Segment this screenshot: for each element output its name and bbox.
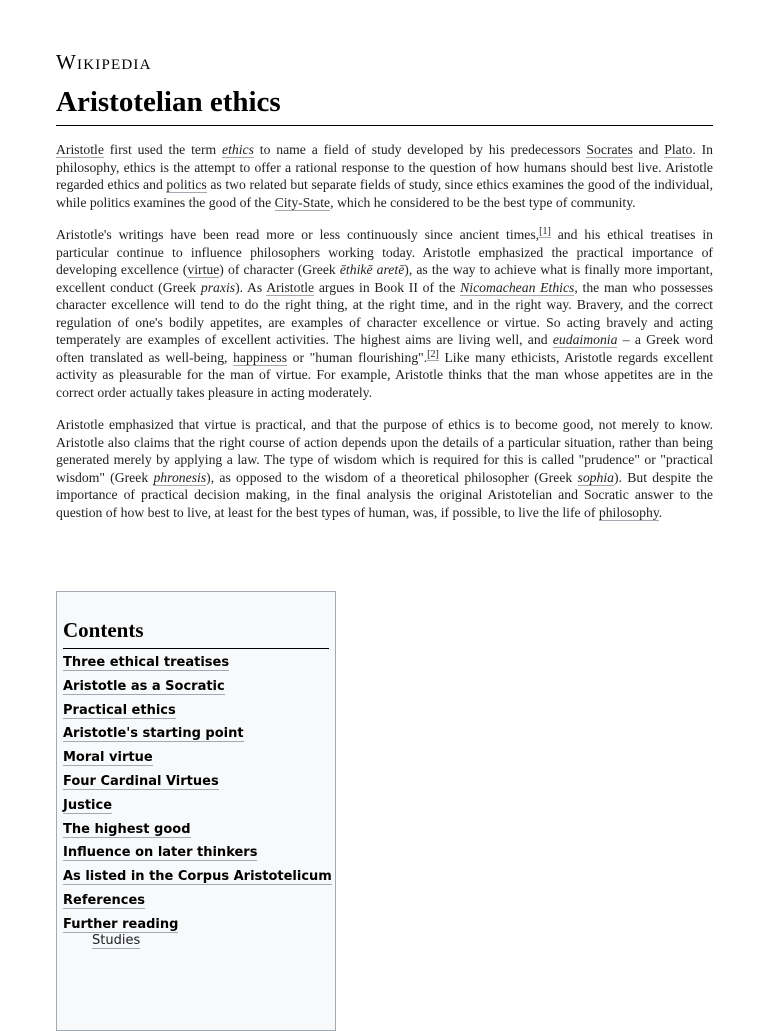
greek-term: ēthikē aretē: [339, 262, 405, 277]
toc-item[interactable]: [63, 821, 332, 845]
text: .: [658, 504, 663, 520]
text: – a Greek word often translated as well-being,: [56, 332, 713, 365]
text: ). But despite the importance of practical decision making, in the final analysis the original Aristotelian and Socratic answer to the question of how best to live, at least for the best types of human, was, if possible, to live the life of: [56, 469, 714, 520]
paragraph-3: [56, 416, 713, 521]
text: first used the term: [103, 142, 222, 157]
text: , the man who possesses character excellence will tend to do the right thing, at the right time, and in the right way. Bravery, and the correct regulation of one's bodily appetites, are examples of character excellence or virtue. So acting bravely and acting temperately are examples of excellent activities. The highest aims are living well, and: [56, 279, 713, 347]
toc-item[interactable]: [63, 702, 332, 726]
text: Aristotle emphasized that virtue is practical, and that the purpose of ethics is to become good, not merely to know. Aristotle also claims that the right course of action depends upon the details of a particular situation, rather than being generated merely by applying a law. The type of wisdom which is required for this is called "prudence" or "practical wisdom" (Greek: [56, 417, 713, 485]
toc-item-label[interactable]: Aristotle as a Socratic: [63, 678, 225, 694]
text: or "human flourishing".: [287, 349, 428, 365]
link-sophia[interactable]: sophia: [577, 469, 615, 485]
text: ). As: [235, 279, 267, 295]
toc-item-label[interactable]: The highest good: [63, 821, 191, 837]
toc-item-label[interactable]: References: [63, 892, 146, 908]
paragraph-1: [56, 141, 713, 211]
link-virtue[interactable]: virtue: [187, 262, 220, 277]
toc-title: Contents: [63, 618, 329, 649]
text: and: [632, 142, 665, 157]
toc-subitem-label[interactable]: Studies: [92, 933, 141, 948]
toc-item-label[interactable]: Influence on later thinkers: [63, 845, 258, 861]
toc-subitem[interactable]: [92, 933, 140, 948]
toc-item[interactable]: [63, 749, 332, 773]
toc-item-label[interactable]: Further reading: [63, 916, 179, 932]
table-of-contents: [56, 591, 336, 1031]
reference-2-label[interactable]: [2]: [427, 348, 439, 360]
link-city-state[interactable]: City-State: [274, 194, 331, 210]
text: ), as the way to achieve what is finally more important, excellent conduct (Greek: [56, 262, 713, 295]
toc-item[interactable]: [63, 892, 332, 916]
toc-item[interactable]: [63, 678, 332, 702]
toc-item-label[interactable]: Aristotle's starting point: [63, 726, 244, 742]
link-socrates[interactable]: Socrates: [586, 142, 633, 157]
link-eudaimonia[interactable]: eudaimonia: [552, 332, 618, 347]
greek-term-praxis: praxis: [200, 279, 236, 295]
link-plato[interactable]: Plato: [664, 142, 693, 157]
link-happiness[interactable]: happiness: [233, 349, 288, 365]
toc-item-label[interactable]: Four Cardinal Virtues: [63, 773, 219, 789]
toc-item-label[interactable]: Justice: [63, 797, 113, 813]
text: to name a field of study developed by his predecessors: [253, 142, 587, 157]
text: as two related but separate fields of study, since ethics examines the good of the individual, while politics examines the good of the: [56, 177, 713, 210]
text: and his ethical treatises in particular continue to influence philosophers working today. Aristotle emphasized the practical importance of developing excellence (: [56, 227, 713, 277]
text: Aristotle's writings have been read more or less continuously since ancient times,: [56, 227, 540, 242]
text: , which he considered to be the best type of community.: [330, 194, 636, 210]
link-nicomachean-ethics[interactable]: Nicomachean Ethics: [460, 279, 575, 295]
text: argues in Book II of the: [314, 279, 461, 295]
toc-item[interactable]: [63, 725, 332, 749]
link-phronesis[interactable]: phronesis: [153, 469, 207, 485]
reference-1[interactable]: [539, 226, 551, 238]
reference-2[interactable]: [427, 349, 439, 361]
toc-item[interactable]: [63, 844, 332, 868]
toc-item-label[interactable]: Three ethical treatises: [63, 655, 230, 670]
text: Like many ethicists, Aristotle regards excellent activity as pleasurable for the man of virtue. For example, Aristotle thinks that the man whose appetites are in the correct order actually takes pleasure in acting moderately.: [56, 349, 714, 400]
wikipedia-wordmark[interactable]: Wikipedia: [56, 50, 152, 74]
paragraph-2: [56, 226, 713, 401]
toc-item[interactable]: [63, 773, 332, 797]
text: ), as opposed to the wisdom of a theoretical philosopher (Greek: [206, 469, 578, 485]
link-aristotle[interactable]: Aristotle: [56, 142, 104, 157]
link-philosophy[interactable]: philosophy: [598, 504, 659, 520]
link-politics[interactable]: politics: [166, 177, 207, 192]
text: ) of character (Greek: [219, 262, 340, 277]
link-aristotle-2[interactable]: Aristotle: [266, 279, 315, 295]
toc-item[interactable]: [63, 654, 332, 678]
page-title: Aristotelian ethics: [56, 86, 713, 126]
reference-1-label[interactable]: [1]: [539, 226, 551, 237]
toc-item-label[interactable]: As listed in the Corpus Aristotelicum: [63, 869, 332, 885]
text: . In philosophy, ethics is the attempt to offer a rational response to the question of how humans should best live. Aristotle regarded ethics and: [56, 142, 713, 192]
toc-item-label[interactable]: Practical ethics: [63, 702, 176, 718]
toc-item-label[interactable]: Moral virtue: [63, 750, 153, 766]
link-ethics[interactable]: ethics: [222, 142, 254, 157]
toc-list: [63, 654, 332, 940]
article-body: [56, 141, 713, 536]
toc-item[interactable]: [63, 868, 332, 892]
toc-item[interactable]: [63, 797, 332, 821]
